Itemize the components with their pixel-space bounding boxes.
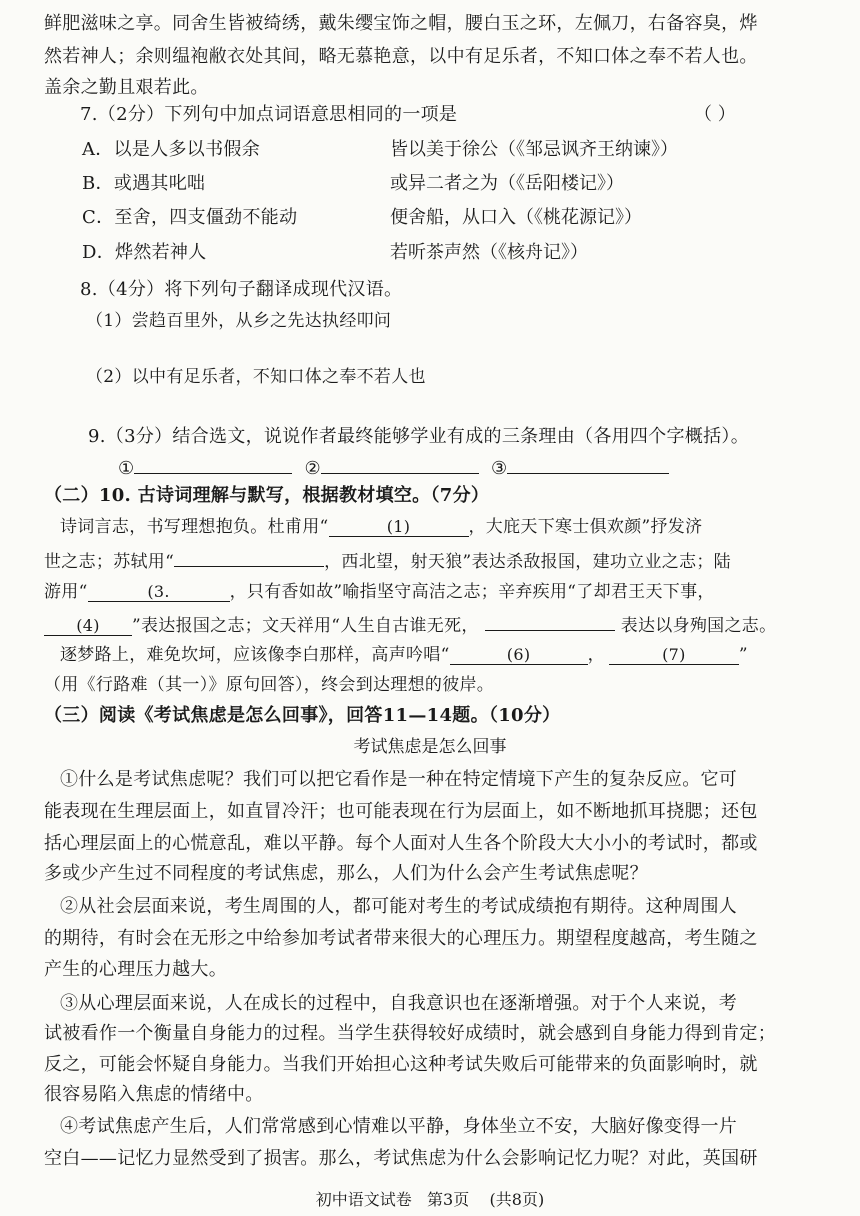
option-a-right: 皆以美于徐公（《邹忌讽齐王纳谏》） bbox=[390, 139, 678, 160]
passage-line: 然若神人；余则缊袍敝衣处其间，略无慕艳意，以中有足乐者，不知口体之奉不若人也。 bbox=[44, 46, 758, 67]
poetry-text: 逐梦路上，难免坎坷，应该像李白那样，高声吟唱“ bbox=[60, 645, 450, 665]
article-line: ①什么是考试焦虑呢？我们可以把它看作是一种在特定情境下产生的复杂反应。它可 bbox=[60, 769, 738, 790]
option-b-left: B．或遇其叱咄 bbox=[82, 173, 206, 194]
article-line: 产生的心理压力越大。 bbox=[44, 959, 227, 980]
poetry-line-3 bbox=[44, 580, 715, 604]
answer-mark-1: ① bbox=[118, 458, 135, 479]
article-title: 考试焦虑是怎么回事 bbox=[353, 737, 507, 757]
article-line: 多或少产生过不同程度的考试焦虑，那么，人们为什么会产生考试焦虑呢？ bbox=[44, 863, 648, 884]
question-7-stem: 7.（2分）下列句中加点词语意思相同的一项是 bbox=[80, 104, 458, 125]
article-line: 空白——记忆力显然受到了损害。那么，考试焦虑为什么会影响记忆力呢？对此，英国研 bbox=[44, 1148, 758, 1169]
article-line: ②从社会层面来说，考生周围的人，都可能对考生的考试成绩抱有期待。这种周围人 bbox=[60, 896, 738, 917]
option-d-left: D．烨然若神人 bbox=[82, 242, 207, 263]
poetry-text: ，只有香如故”喻指坚守高洁之志；辛弃疾用“了却君王天下事， bbox=[229, 582, 715, 602]
question-8-stem: 8.（4分）将下列句子翻译成现代汉语。 bbox=[80, 279, 403, 300]
passage-line: 鲜肥滋味之享。同舍生皆被绮绣，戴朱缨宝饰之帽，腰白玉之环，左佩刀，右备容臭，烨 bbox=[44, 13, 758, 34]
section-3-title: （三）阅读《考试焦虑是怎么回事》，回答11—14题。（10分） bbox=[44, 705, 561, 726]
poetry-line-4 bbox=[44, 612, 776, 638]
passage-line: 盖余之勤且艰若此。 bbox=[44, 77, 209, 98]
poetry-text: 游用“ bbox=[44, 582, 88, 602]
poetry-text: ”表达报国之志；文天祥用“人生自古谁无死， bbox=[132, 616, 479, 636]
answer-mark-2: ② bbox=[304, 458, 321, 479]
answer-mark-3: ③ bbox=[490, 458, 508, 479]
question-9-answers bbox=[118, 455, 669, 481]
poetry-text: 表达以身殉国之志。 bbox=[620, 616, 777, 636]
article-line: 很容易陷入焦虑的情绪中。 bbox=[44, 1084, 264, 1105]
option-a-left: A．以是人多以书假余 bbox=[82, 139, 260, 160]
question-8-sentence-1: （1）尝趋百里外，从乡之先达执经叩问 bbox=[86, 311, 392, 331]
section-2-title: （二）10. 古诗词理解与默写，根据教材填空。（7分） bbox=[44, 485, 490, 506]
option-c-right: 便舍船，从口入（《桃花源记》） bbox=[390, 207, 642, 228]
option-d-right: 若听茶声然（《核舟记》） bbox=[390, 242, 588, 263]
fill-blank-5[interactable] bbox=[485, 612, 615, 631]
article-line: 的期待，有时会在无形之中给参加考试者带来很大的心理压力。期望程度越高，考生随之 bbox=[44, 928, 758, 949]
poetry-text: 诗词言志，书写理想抱负。杜甫用“ bbox=[60, 517, 329, 537]
fill-blank-4[interactable]: (4) bbox=[44, 617, 132, 636]
poetry-text: ，大庇天下寒士俱欢颜”抒发济 bbox=[468, 517, 703, 537]
question-9-stem: 9.（3分）结合选文，说说作者最终能够学业有成的三条理由（各用四个字概括）。 bbox=[88, 426, 750, 447]
option-c-left: C．至舍，四支僵劲不能动 bbox=[82, 207, 298, 228]
article-line: ④考试焦虑产生后，人们常常感到心情难以平静，身体坐立不安，大脑好像变得一片 bbox=[60, 1116, 738, 1137]
answer-blank-3[interactable] bbox=[507, 455, 669, 474]
poetry-text: 世之志；苏轼用“ bbox=[44, 552, 175, 572]
poetry-line-1 bbox=[60, 515, 702, 539]
answer-parenthesis: （ ） bbox=[694, 104, 736, 125]
fill-blank-3[interactable]: (3. bbox=[88, 583, 230, 602]
article-line: 括心理层面上的心慌意乱，难以平静。每个人面对人生各个阶段大大小小的考试时，都或 bbox=[44, 833, 758, 854]
fill-blank-1[interactable]: (1) bbox=[329, 518, 469, 537]
article-line: 能表现在生理层面上，如直冒冷汗；也可能表现在行为层面上，如不断地抓耳挠腮；还包 bbox=[44, 801, 758, 822]
poetry-line-2 bbox=[44, 548, 731, 574]
option-b-right: 或异二者之为（《岳阳楼记》） bbox=[390, 173, 624, 194]
question-8-sentence-2: （2）以中有足乐者，不知口体之奉不若人也 bbox=[86, 367, 426, 387]
article-line: 反之，可能会怀疑自身能力。当我们开始担心这种考试失败后可能带来的负面影响时，就 bbox=[44, 1054, 758, 1075]
poetry-text: ，西北望，射天狼”表达杀敌报国，建功立业之志；陆 bbox=[324, 552, 731, 572]
fill-blank-7[interactable]: (7) bbox=[609, 646, 739, 665]
article-line: ③从心理层面来说，人在成长的过程中，自我意识也在逐渐增强。对于个人来说，考 bbox=[60, 993, 738, 1014]
page-footer: 初中语文试卷 第3页 (共8页) bbox=[315, 1190, 545, 1209]
fill-blank-2[interactable] bbox=[174, 548, 324, 567]
article-line: 试被看作一个衡量自身能力的过程。当学生获得较好成绩时，就会感到自身能力得到肯定； bbox=[44, 1023, 776, 1044]
fill-blank-6[interactable]: (6) bbox=[450, 646, 588, 665]
answer-blank-2[interactable] bbox=[321, 455, 479, 474]
poetry-line-6: （用《行路难（其一）》原句回答），终会到达理想的彼岸。 bbox=[44, 675, 495, 695]
poetry-line-5: 逐梦路上，难免坎坷，应该像李白那样，高声吟唱“ (6) ， (7) ” bbox=[60, 645, 748, 665]
answer-blank-1[interactable] bbox=[134, 455, 292, 474]
